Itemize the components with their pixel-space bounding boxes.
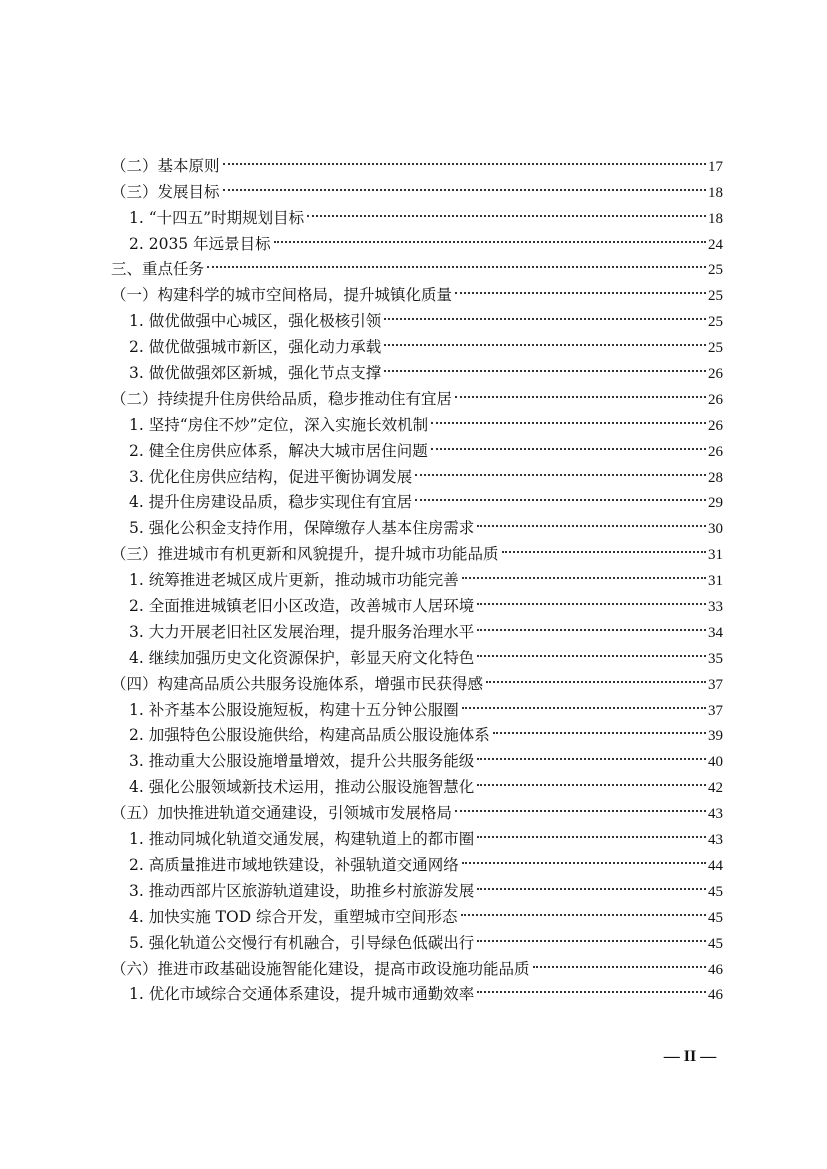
toc-entry-title: 1. 推动同城化轨道交通发展，构建轨道上的都市圈 [129,830,475,849]
toc-entry-title: 3. 大力开展老旧社区发展治理，提升服务治理水平 [129,622,475,641]
toc-entry-title: 1. 做优做强中心城区，强化极核引领 [129,312,382,331]
dot-leader [477,922,706,948]
toc-entry-title: 3. 推动重大公服设施增量增效，提升公共服务能级 [129,752,475,771]
dot-leader [455,378,706,404]
toc-entry-page-number: 43 [708,832,723,849]
page-number: — II — [663,1048,717,1065]
dot-leader [502,533,706,559]
dot-leader [431,404,706,430]
dot-leader [462,844,706,870]
toc-entry-title: 2. 高质量推进市域地铁建设，补强轨道交通网络 [129,855,459,874]
toc-entry-title: 2. 做优做强城市新区，强化动力承载 [129,338,382,357]
toc-entry-title: 三、重点任务 [111,260,205,279]
toc-entry-title: 1. 坚持“房住不炒”定位，深入实施长效机制 [129,415,429,434]
toc-entry[interactable] [111,145,723,175]
toc-entry-title: 5. 强化轨道公交慢行有机融合，引导绿色低碳出行 [129,933,475,952]
dot-leader [384,300,706,326]
toc-entry-page-number: 26 [708,366,723,383]
dot-leader [477,766,706,792]
dot-leader [274,223,706,249]
dot-leader [307,197,706,223]
toc-entry-page-number: 25 [708,288,723,305]
toc-entry-page-number: 26 [708,391,723,408]
toc-entry-page-number: 28 [708,469,723,486]
toc-entry-title: （五）加快推进轨道交通建设，引领城市发展格局 [111,804,453,823]
toc-entry-page-number: 40 [708,754,723,771]
dot-leader [477,585,706,611]
toc-entry-title: （二）基本原则 [111,156,220,175]
dot-leader [477,870,706,896]
toc-entry-title: （三）推进城市有机更新和风貌提升，提升城市功能品质 [111,545,499,564]
dot-leader [455,792,706,818]
toc-entry-page-number: 34 [708,624,723,641]
toc-entry-title: 2. 加强特色公服设施供给，构建高品质公服设施体系 [129,726,490,745]
toc-entry-page-number: 37 [708,702,723,719]
toc-entry-page-number: 25 [708,314,723,331]
dot-leader [477,974,706,1000]
toc-entry-page-number: 18 [708,210,723,227]
dot-leader [533,948,706,974]
toc-entry-page-number: 45 [708,883,723,900]
toc-entry-page-number: 25 [708,262,723,279]
toc-entry-title: 2. 健全住房供应体系，解决大城市居住问题 [129,441,428,460]
toc-entry-page-number: 35 [708,650,723,667]
dot-leader [493,715,706,741]
toc-entry-title: （四）构建高品质公共服务设施体系，增强市民获得感 [111,674,484,693]
toc-entry-page-number: 17 [708,158,723,175]
toc-entry-title: （一）构建科学的城市空间格局，提升城镇化质量 [111,286,453,305]
toc-entry-page-number: 45 [708,909,723,926]
toc-entry-page-number: 30 [708,521,723,538]
toc-entry-title: 3. 优化住房供应结构，促进平衡协调发展 [129,467,413,486]
toc-entry-title: （三）发展目标 [111,182,220,201]
toc-entry-title: （二）持续提升住房供给品质，稳步推动住有宜居 [111,389,453,408]
dot-leader [477,818,706,844]
dot-leader [384,326,706,352]
dot-leader [477,507,706,533]
toc-entry-page-number: 31 [708,547,723,564]
dot-leader [477,740,706,766]
toc-entry-title: 4. 提升住房建设品质，稳步实现住有宜居 [129,493,413,512]
toc-entry-page-number: 31 [708,573,723,590]
toc-entry-title: 4. 继续加强历史文化资源保护，彰显天府文化特色 [129,648,475,667]
table-of-contents [111,145,723,1004]
dot-leader [462,559,706,585]
toc-entry-title: 3. 推动西部片区旅游轨道建设，助推乡村旅游发展 [129,881,475,900]
dot-leader [461,896,706,922]
dot-leader [384,352,706,378]
dot-leader [477,611,706,637]
toc-entry-page-number: 43 [708,806,723,823]
toc-entry-title: 4. 强化公服领域新技术运用，推动公服设施智慧化 [129,778,475,797]
toc-entry-title: 1. 统筹推进老城区成片更新，推动城市功能完善 [129,571,459,590]
toc-entry-page-number: 25 [708,340,723,357]
toc-entry-page-number: 44 [708,857,723,874]
toc-entry-title: 4. 加快实施 TOD 综合开发，重塑城市空间形态 [129,907,458,926]
toc-entry-title: 1. 补齐基本公服设施短板，构建十五分钟公服圈 [129,700,459,719]
toc-entry-page-number: 45 [708,935,723,952]
dot-leader [431,430,706,456]
toc-entry-title: 2. 全面推进城镇老旧小区改造，改善城市人居环境 [129,597,475,616]
toc-entry-page-number: 42 [708,780,723,797]
toc-entry-page-number: 29 [708,495,723,512]
dot-leader [477,637,706,663]
dot-leader [486,663,706,689]
toc-entry-page-number: 18 [708,184,723,201]
toc-entry-page-number: 26 [708,443,723,460]
toc-entry-page-number: 46 [708,987,723,1004]
toc-entry-title: 1. 优化市域综合交通体系建设，提升城市通勤效率 [129,985,475,1004]
toc-entry-page-number: 24 [708,236,723,253]
toc-entry-page-number: 37 [708,676,723,693]
dot-leader [462,689,706,715]
toc-entry-page-number: 39 [708,728,723,745]
dot-leader [207,249,706,275]
toc-entry-title: 2. 2035 年远景目标 [129,234,271,253]
dot-leader [415,456,706,482]
dot-leader [223,145,706,171]
dot-leader [455,274,706,300]
toc-entry-page-number: 26 [708,417,723,434]
dot-leader [223,171,706,197]
toc-entry-title: 1. “十四五”时期规划目标 [129,208,305,227]
toc-entry-title: 5. 强化公积金支持作用，保障缴存人基本住房需求 [129,519,475,538]
toc-entry-title: 3. 做优做强郊区新城，强化节点支撑 [129,364,382,383]
toc-entry-title: （六）推进市政基础设施智能化建设，提高市政设施功能品质 [111,959,530,978]
toc-entry-page-number: 46 [708,961,723,978]
toc-entry-page-number: 33 [708,599,723,616]
dot-leader [415,482,706,508]
